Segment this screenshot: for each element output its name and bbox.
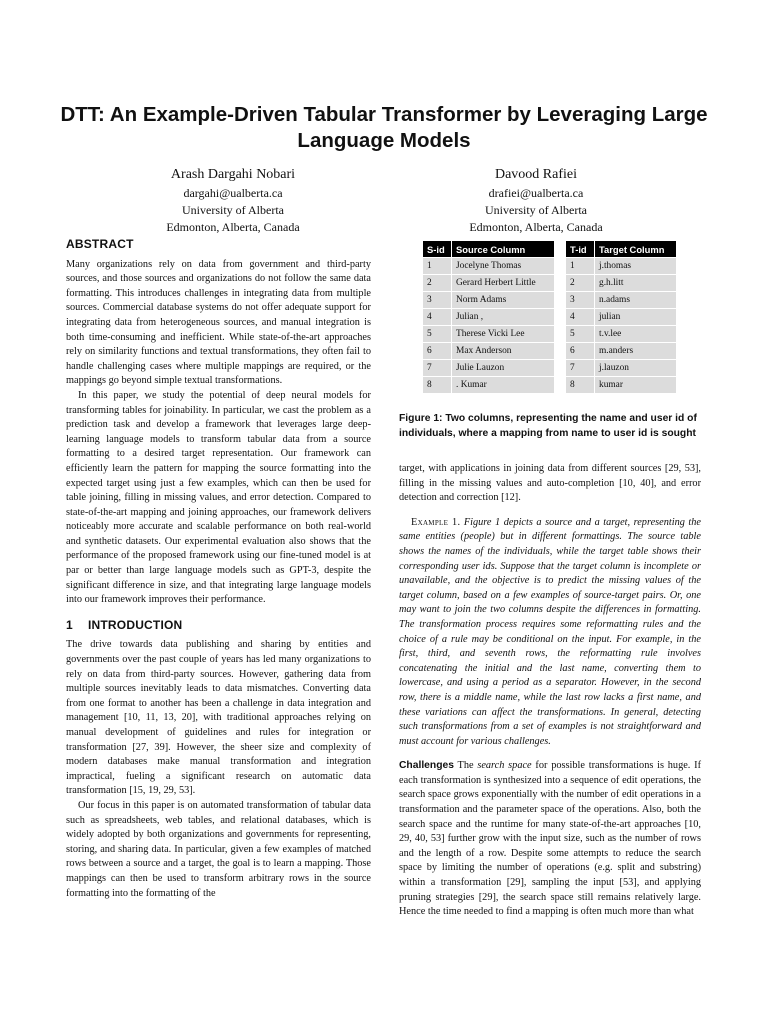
author-name: Davood Rafiei	[494, 167, 578, 182]
table-row	[423, 377, 554, 394]
table-cell: Norm Adams	[452, 292, 555, 309]
author-block	[386, 165, 686, 236]
table-cell: Gerard Herbert Little	[452, 275, 555, 292]
author-affiliation: University of Alberta	[485, 203, 587, 217]
intro-paragraph-1: The drive towards data publishing and sharing by entities and governments over the past couple of years has led many organizations to rely on data from third-party sources. However, gathering data from multiple sources inevitably leads to data mismatches. Converting data from one format to another has been a challenge in data integration and management [10, 11, 13, 20], with traditional approaches relying on manual development of guidelines and rules for integration or transformation [27, 39]. However, the sheer size and complexity of modern databases make manual transformation and integration impractical, fueling a significant research on automatic data transformation [15, 19, 29, 53].	[66, 639, 371, 797]
example-text: Figure 1 depicts a source and a target, representing the same entities (people) but in different formattings. The source table shows the names of the individuals, while the target table shows their corresponding user ids. Suppose that the target column is incomplete or unavailable, and the objective is to predict the missing values of the target column, based on a few examples of source-target pairs. Or, one may want to join the two columns despite the differences in formatting. The transformation process requires some reformatting rules and the choice of a rule may be conditional on the input. For example, in the first, third, and seventh rows, the reformatting rule involves concatenating the initial and the last name, converting them to lowercase, and using a period as a separator. However, in the second row, there is a middle name, while the last row lacks a first name, and these variations can affect the transformations. In general, detecting such transformations from a set of examples is not straightforward and must account for various challenges.	[399, 516, 701, 747]
table-row	[566, 377, 676, 394]
abstract-heading-text: ABSTRACT	[66, 237, 134, 251]
author-location: Edmonton, Alberta, Canada	[166, 220, 300, 234]
abstract-paragraph-2: In this paper, we study the potential of deep neural models for transforming tables for joinability. In particular, we cast the problem as a prediction task and develop a framework that leverages large deep-learning language models to transform tabular data from a source formatting to a desired target representation. Our framework can efficiently learn the pattern for mapping the source formatting into the expected target using just a few examples, which can then be used for table joining, filling in missing values, and error detection. Compared to state-of-the-art mapping and joining approaches, our framework delivers noticeably more accurate and scalable performance on both real-world and synthetic datasets. Our experimental evaluation also shows that the performance of the proposed framework using our fine-tuned model is at par or better than large language models such as GPT-3, despite the significant difference in size, and that integrating large language models into our framework improves their performance.	[66, 389, 371, 606]
challenges-heading: Challenges	[399, 760, 454, 772]
challenges-text-a: The	[457, 760, 474, 772]
table-cell: 6	[566, 343, 595, 360]
table-row	[423, 309, 554, 326]
table-row	[423, 343, 554, 360]
table-cell: 5	[566, 326, 595, 343]
table-cell: Julian ,	[452, 309, 555, 326]
table-row	[423, 258, 554, 275]
table-cell: Jocelyne Thomas	[452, 258, 555, 275]
table-row	[423, 326, 554, 343]
table-row	[423, 360, 554, 377]
target-table	[566, 241, 676, 393]
table-cell: 1	[566, 258, 595, 275]
abstract-heading	[66, 237, 371, 252]
table-cell: 2	[423, 275, 452, 292]
table-row	[423, 292, 554, 309]
table-cell: 7	[423, 360, 452, 377]
table-row	[566, 326, 676, 343]
table-cell: kumar	[595, 377, 677, 394]
table-cell: 6	[423, 343, 452, 360]
table-row	[566, 258, 676, 275]
table-cell: 1	[423, 258, 452, 275]
table-cell: 7	[566, 360, 595, 377]
table-cell: Max Anderson	[452, 343, 555, 360]
table-header: T-id	[566, 241, 595, 258]
section-number: 1	[66, 617, 73, 632]
table-cell: . Kumar	[452, 377, 555, 394]
challenges-emphasis: search space	[477, 760, 532, 772]
table-cell: Julie Lauzon	[452, 360, 555, 377]
table-cell: 4	[566, 309, 595, 326]
challenges-paragraph	[399, 759, 701, 920]
table-cell: 3	[423, 292, 452, 309]
example-label: Example 1.	[411, 516, 461, 528]
body-paragraph: target, with applications in joining data from different sources [29, 53], filling in the missing values and auto-completion [10, 40], and error detection and correction [12].	[399, 463, 701, 504]
table-cell: 4	[423, 309, 452, 326]
abstract-paragraph-1: Many organizations rely on data from government and third-party sources, and those sources and organizations do not follow the same data formatting. This introduces challenges in integrating data from multiple sources. Commercial database systems do not offer adequate support for integrating data from heterogeneous sources, and manual integration is both time-consuming and inefficient. While state-of-the-art approaches rely on similarity functions and textual transformations, they often fail to handle challenging cases where multiple mappings are required, or the mappings go beyond simple textual transformations.	[66, 258, 371, 387]
table-cell: 8	[423, 377, 452, 394]
table-cell: g.h.litt	[595, 275, 677, 292]
table-cell: 8	[566, 377, 595, 394]
table-cell: j.lauzon	[595, 360, 677, 377]
author-affiliation: University of Alberta	[182, 203, 284, 217]
table-cell: 5	[423, 326, 452, 343]
table-header: Source Column	[452, 241, 555, 258]
table-cell: m.anders	[595, 343, 677, 360]
table-cell: julian	[595, 309, 677, 326]
table-header: S-id	[423, 241, 452, 258]
source-table	[423, 241, 554, 393]
table-cell: 3	[566, 292, 595, 309]
example-paragraph	[399, 516, 701, 750]
table-row	[566, 275, 676, 292]
table-row	[423, 275, 554, 292]
challenges-text-b: for possible transformations is huge. If each transformation is synthesized into a sequence of edit operations, the search space grows exponentially with the number of edit operations in a transformation and the parameter space of the operations. Also, both the search space and the runtime for many state-of-the-art approaches [10, 29, 40, 53] further grow with the input size, such as the number of rows and the length of a row. Despite some attempts to reduce the search space by limiting the number of operations (e.g. split and substring) within a transformation [29], sampling the input [53], and applying pruning strategies [29], the search space still remains relatively large. Hence the time needed to find a mapping is often much more than what	[399, 760, 701, 918]
table-row	[566, 343, 676, 360]
author-block	[83, 165, 383, 236]
table-row	[566, 360, 676, 377]
table-cell: n.adams	[595, 292, 677, 309]
section-title: INTRODUCTION	[88, 617, 183, 632]
author-name: Arash Dargahi Nobari	[170, 167, 296, 182]
left-column	[66, 237, 371, 901]
introduction-heading	[66, 618, 371, 633]
table-header: Target Column	[595, 241, 677, 258]
table-cell: j.thomas	[595, 258, 677, 275]
author-location: Edmonton, Alberta, Canada	[469, 220, 603, 234]
table-cell: t.v.lee	[595, 326, 677, 343]
intro-paragraph-2: Our focus in this paper is on automated transformation of tabular data such as spreadsheets, web tables, and relational databases, which is widely adopted by both organizations and governments for representing, storing, and sharing data. In particular, given a few examples of matched rows between a source and a target, the goal is to learn a mapping. Those mappings can then be used to transform arbitrary rows in the source formatting into the formatting of the	[66, 799, 371, 899]
figure-caption: Figure 1: Two columns, representing the name and user id of individuals, where a mapping from name to user id is sought	[399, 413, 697, 439]
table-cell: 2	[566, 275, 595, 292]
right-column	[399, 462, 701, 920]
table-cell: Therese Vicki Lee	[452, 326, 555, 343]
table-row	[566, 309, 676, 326]
table-row	[566, 292, 676, 309]
author-email: dargahi@ualberta.ca	[183, 186, 283, 200]
paper-title: DTT: An Example-Driven Tabular Transformer by Leveraging Large Language Models	[60, 103, 708, 152]
author-email: drafiei@ualberta.ca	[488, 186, 584, 200]
